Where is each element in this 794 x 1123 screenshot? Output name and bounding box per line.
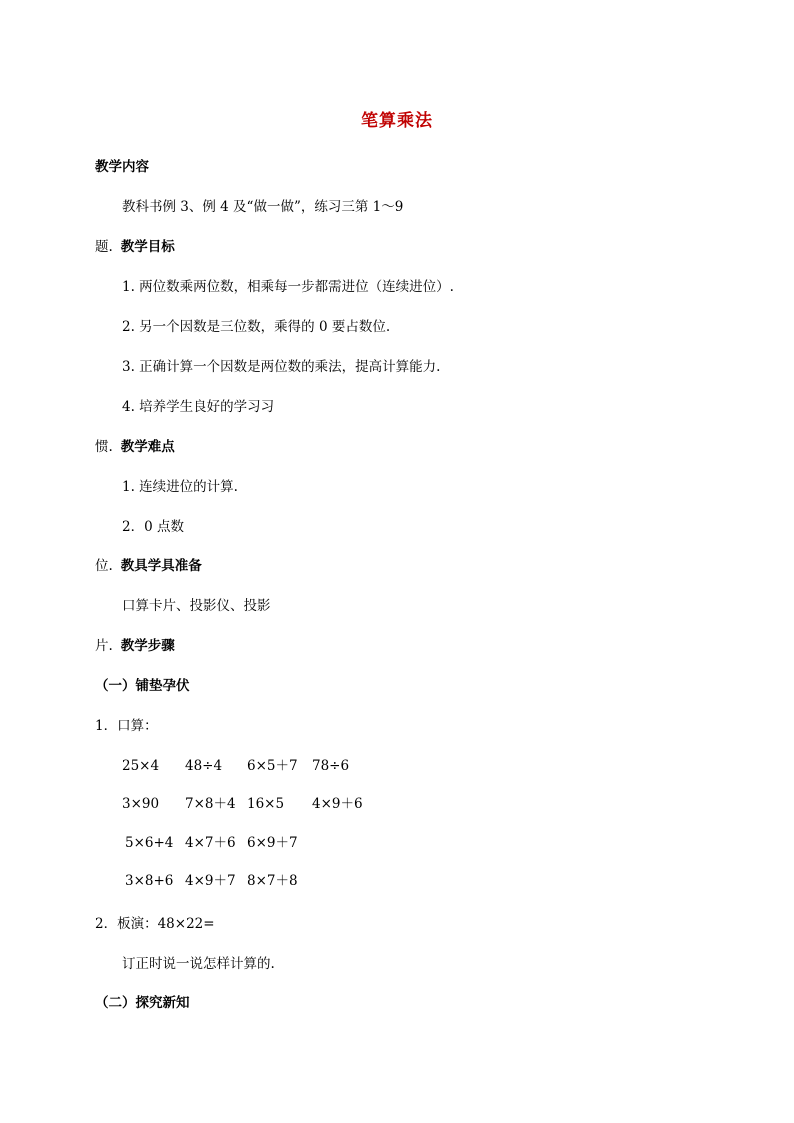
difficulty-item-2: 2．0 点数 [122, 519, 184, 535]
oral-cell: 48÷4 [185, 758, 223, 774]
prep-heading: 教具学具准备 [120, 558, 202, 574]
goal-item-2: 2. 另一个因数是三位数，乘得的 0 要占数位. [122, 319, 391, 335]
heading-content: 教学内容 [95, 159, 149, 175]
goal-prefix: 题. [95, 239, 113, 255]
prep-text: 口算卡片、投影仪、投影 [122, 598, 271, 614]
oral-cell: 6×9＋7 [247, 835, 298, 851]
section-2-heading: （二）探究新知 [95, 995, 190, 1011]
goal-item-4: 4. 培养学生良好的学习习 [122, 399, 275, 415]
page-title: 笔算乘法 [361, 111, 433, 131]
difficulty-prefix: 惯. [95, 439, 113, 455]
oral-cell: 8×7＋8 [247, 873, 298, 889]
steps-heading-line [95, 637, 175, 655]
oral-cell: 5×6+4 [125, 835, 174, 851]
goal-heading: 教学目标 [120, 239, 175, 255]
difficulty-item-1: 1. 连续进位的计算. [122, 479, 238, 495]
oral-cell: 16×5 [247, 796, 285, 812]
oral-cell: 4×7＋6 [185, 835, 236, 851]
prep-prefix: 位. [95, 558, 113, 574]
oral-cell: 4×9＋6 [312, 796, 363, 812]
oral-cell: 3×8+6 [125, 873, 174, 889]
steps-prefix: 片. [95, 638, 113, 654]
oral-cell: 4×9＋7 [185, 873, 236, 889]
goal-item-3: 3. 正确计算一个因数是两位数的乘法，提高计算能力. [122, 359, 441, 375]
goal-heading-line [95, 238, 175, 256]
content-text: 教科书例 3、例 4 及“做一做”，练习三第 1～9 [122, 199, 404, 215]
oral-label: 1．口算： [95, 718, 158, 734]
steps-heading: 教学步骤 [120, 638, 175, 654]
prep-heading-line [95, 557, 202, 575]
board-note: 订正时说一说怎样计算的. [122, 956, 275, 972]
oral-cell: 3×90 [122, 796, 160, 812]
oral-cell: 78÷6 [312, 758, 350, 774]
oral-cell: 25×4 [122, 758, 160, 774]
difficulty-heading-line [95, 438, 175, 456]
section-1-heading: （一）铺垫孕伏 [95, 678, 190, 694]
oral-cell: 7×8＋4 [185, 796, 236, 812]
goal-item-1: 1. 两位数乘两位数，相乘每一步都需进位（连续进位）. [122, 279, 454, 295]
oral-cell: 6×5＋7 [247, 758, 298, 774]
board-label: 2．板演：48×22= [95, 916, 215, 932]
difficulty-heading: 教学难点 [120, 439, 175, 455]
